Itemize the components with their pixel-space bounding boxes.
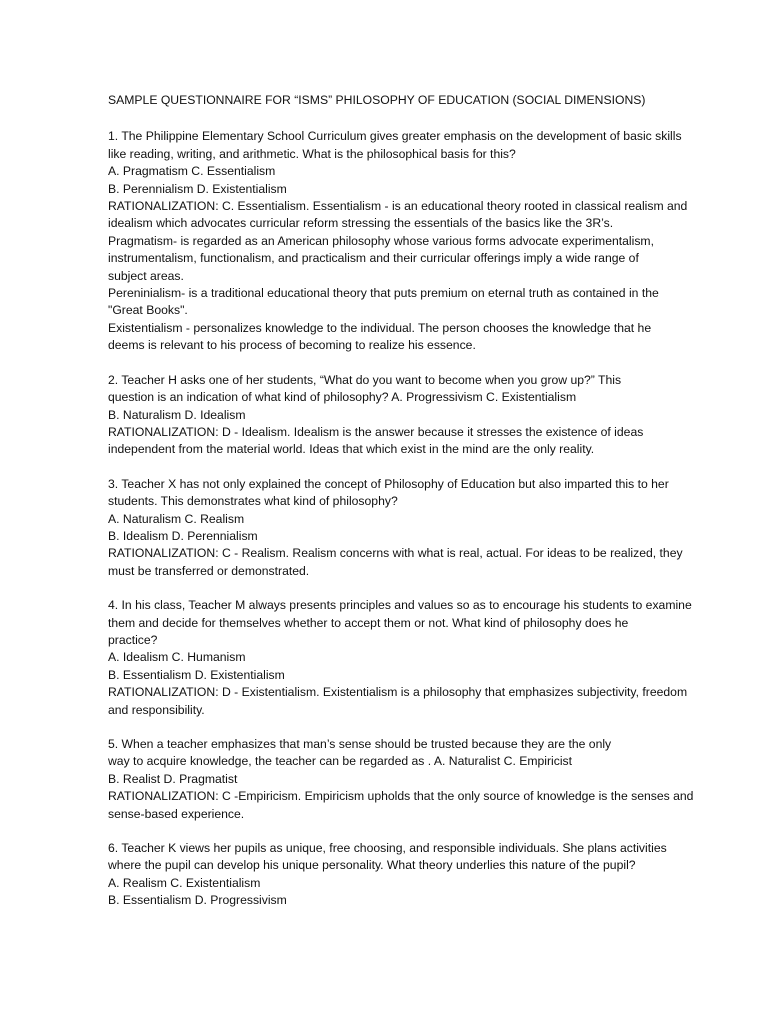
- question-4-line: 4. In his class, Teacher M always presents principles and values so as to encourage his students to examine: [108, 598, 692, 613]
- question-1-line: Existentialism - personalizes knowledge to the individual. The person chooses the knowledge that he: [108, 320, 652, 335]
- question-2-line: independent from the material world. Ideas that which exist in the mind are the only reality.: [108, 442, 595, 457]
- question-1-line: Pereninialism- is a traditional educational theory that puts premium on eternal truth as contained in the: [108, 286, 659, 301]
- question-2-line: 2. Teacher H asks one of her students, “What do you want to become when you grow up?” This: [108, 372, 622, 387]
- question-1-line: Pragmatism- is regarded as an American philosophy whose various forms advocate experimentalism,: [108, 233, 654, 248]
- question-6: [108, 840, 728, 910]
- question-1-line: subject areas.: [108, 268, 184, 283]
- question-4-line: RATIONALIZATION: D - Existentialism. Existentialism is a philosophy that emphasizes subjectivity, freedom: [108, 685, 688, 700]
- question-4-line: A. Idealism C. Humanism: [108, 650, 246, 665]
- document-page: [108, 92, 728, 927]
- question-3-line: students. This demonstrates what kind of philosophy?: [108, 494, 398, 509]
- question-2: [108, 372, 728, 459]
- question-6-line: where the pupil can develop his unique personality. What theory underlies this nature of the pupil?: [108, 858, 636, 873]
- question-5-line: 5. When a teacher emphasizes that man’s sense should be trusted because they are the only: [108, 737, 612, 751]
- question-3-line: A. Naturalism C. Realism: [108, 511, 245, 526]
- question-6-line: A. Realism C. Existentialism: [108, 875, 261, 890]
- question-6-line: 6. Teacher K views her pupils as unique, free choosing, and responsible individuals. She plans activities: [108, 841, 667, 856]
- question-1-line: "Great Books".: [108, 303, 188, 318]
- question-3-line: must be transferred or demonstrated.: [108, 563, 310, 578]
- question-3-line: B. Idealism D. Perennialism: [108, 528, 258, 543]
- question-3-line: RATIONALIZATION: C - Realism. Realism concerns with what is real, actual. For ideas to be realized, they: [108, 546, 683, 561]
- question-3: [108, 476, 728, 580]
- questions-list: [108, 128, 728, 909]
- question-1-line: like reading, writing, and arithmetic. What is the philosophical basis for this?: [108, 146, 516, 161]
- question-1-line: idealism which advocates curricular reform stressing the essentials of the basics like the 3R’s.: [108, 216, 614, 231]
- question-4-line: practice?: [108, 632, 158, 647]
- question-5: [108, 736, 728, 823]
- question-4: [108, 597, 728, 719]
- question-3-line: 3. Teacher X has not only explained the concept of Philosophy of Education but also imparted this to her: [108, 476, 669, 491]
- question-1-line: A. Pragmatism C. Essentialism: [108, 164, 276, 179]
- question-2-line: B. Naturalism D. Idealism: [108, 407, 246, 422]
- question-5-line: RATIONALIZATION: C -Empiricism. Empiricism upholds that the only source of knowledge is the senses and: [108, 789, 694, 804]
- document-title: SAMPLE QUESTIONNAIRE FOR “ISMS” PHILOSOPHY OF EDUCATION (SOCIAL DIMENSIONS): [108, 93, 646, 107]
- question-5-line: sense-based experience.: [108, 806, 245, 821]
- question-4-line: them and decide for themselves whether to accept them or not. What kind of philosophy does he: [108, 615, 629, 630]
- question-4-line: B. Essentialism D. Existentialism: [108, 667, 285, 682]
- question-4-line: and responsibility.: [108, 702, 205, 717]
- question-5-line: way to acquire knowledge, the teacher can be regarded as . A. Naturalist C. Empiricist: [108, 754, 573, 769]
- question-1-line: 1. The Philippine Elementary School Curriculum gives greater emphasis on the development of basic skills: [108, 129, 682, 144]
- question-1-line: deems is relevant to his process of becoming to realize his essence.: [108, 338, 476, 353]
- question-2-line: question is an indication of what kind of philosophy? A. Progressivism C. Existentialism: [108, 390, 577, 405]
- question-2-line: RATIONALIZATION: D - Idealism. Idealism is the answer because it stresses the existence of ideas: [108, 424, 644, 439]
- question-1-line: B. Perennialism D. Existentialism: [108, 181, 287, 196]
- question-5-line: B. Realist D. Pragmatist: [108, 771, 238, 786]
- question-1-line: RATIONALIZATION: C. Essentialism. Essentialism - is an educational theory rooted in classical realism and: [108, 199, 688, 214]
- question-1-line: instrumentalism, functionalism, and practicalism and their curricular offerings imply a wide range of: [108, 251, 639, 266]
- question-1: [108, 128, 728, 354]
- question-6-line: B. Essentialism D. Progressivism: [108, 893, 287, 908]
